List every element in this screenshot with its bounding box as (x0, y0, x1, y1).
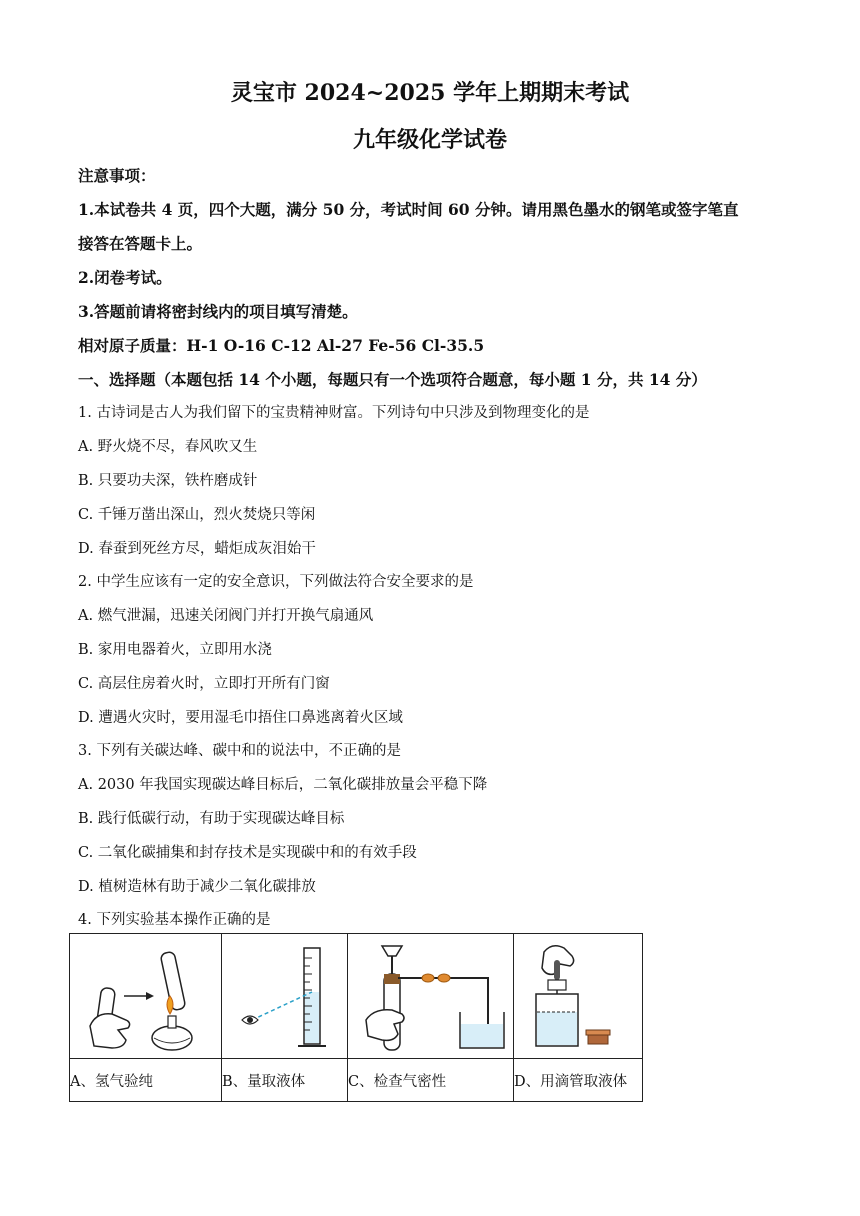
atomic-mass-line: 相对原子质量：H-1 O-16 C-12 Al-27 Fe-56 Cl-35.5 (78, 336, 485, 355)
exam-subtitle: 九年级化学试卷 (352, 127, 507, 153)
question-2-option-a: A. 燃气泄漏，迅速关闭阀门并打开换气扇通风 (78, 608, 374, 624)
question-3-option-a: A. 2030 年我国实现碳达峰目标后，二氧化碳排放量会平稳下降 (78, 777, 488, 793)
notice-item-1-line-1: 1.本试卷共 4 页，四个大题，满分 50 分，考试时间 60 分钟。请用黑色墨水的钢笔或签字笔直 (78, 200, 739, 219)
hydrogen-purity-test-icon (70, 934, 221, 1058)
question-2-option-c: C. 高层住房着火时，立即打开所有门窗 (78, 676, 330, 692)
option-d-illustration (514, 934, 643, 1059)
question-3-option-c: C. 二氧化碳捕集和封存技术是实现碳中和的有效手段 (78, 845, 417, 861)
question-1-option-c: C. 千锤万凿出深山，烈火焚烧只等闲 (78, 507, 316, 523)
question-4-stem: 4. 下列实验基本操作正确的是 (78, 912, 271, 928)
dropper-bottle-icon (514, 934, 642, 1058)
question-2-option-b: B. 家用电器着火，立即用水浇 (78, 642, 272, 658)
question-3-option-d: D. 植树造林有助于减少二氧化碳排放 (78, 879, 316, 895)
option-b-illustration (222, 934, 348, 1059)
question-1-option-a: A. 野火烧不尽，春风吹又生 (78, 439, 258, 455)
question-1-stem: 1. 古诗词是古人为我们留下的宝贵精神财富。下列诗句中只涉及到物理变化的是 (78, 405, 590, 421)
option-d-caption: D、用滴管取液体 (514, 1059, 643, 1102)
airtightness-check-icon (348, 934, 513, 1058)
notice-item-2: 2.闭卷考试。 (78, 268, 172, 287)
exam-title: 灵宝市 2024~2025 学年上期期末考试 (230, 80, 630, 106)
notice-item-3: 3.答题前请将密封线内的项目填写清楚。 (78, 302, 358, 321)
question-1-option-b: B. 只要功夫深，铁杵磨成针 (78, 473, 258, 489)
option-c-illustration (348, 934, 514, 1059)
question-3-stem: 3. 下列有关碳达峰、碳中和的说法中，不正确的是 (78, 743, 401, 759)
option-c-caption: C、检查气密性 (348, 1059, 514, 1102)
notice-heading: 注意事项： (78, 166, 156, 185)
question-2-stem: 2. 中学生应该有一定的安全意识，下列做法符合安全要求的是 (78, 574, 474, 590)
notice-item-1-line-2: 接答在答题卡上。 (78, 234, 203, 253)
option-a-illustration (70, 934, 222, 1059)
graduated-cylinder-icon (222, 934, 347, 1058)
question-3-option-b: B. 践行低碳行动，有助于实现碳达峰目标 (78, 811, 345, 827)
question-2-option-d: D. 遭遇火灾时，要用湿毛巾捂住口鼻逃离着火区域 (78, 710, 403, 726)
section-1-heading: 一、选择题（本题包括 14 个小题，每题只有一个选项符合题意，每小题 1 分，共 14 分） (78, 370, 707, 389)
option-b-caption: B、量取液体 (222, 1059, 348, 1102)
option-a-caption: A、氢气验纯 (70, 1059, 222, 1102)
question-4-options-table (69, 933, 643, 1102)
question-1-option-d: D. 春蚕到死丝方尽，蜡炬成灰泪始干 (78, 541, 316, 557)
